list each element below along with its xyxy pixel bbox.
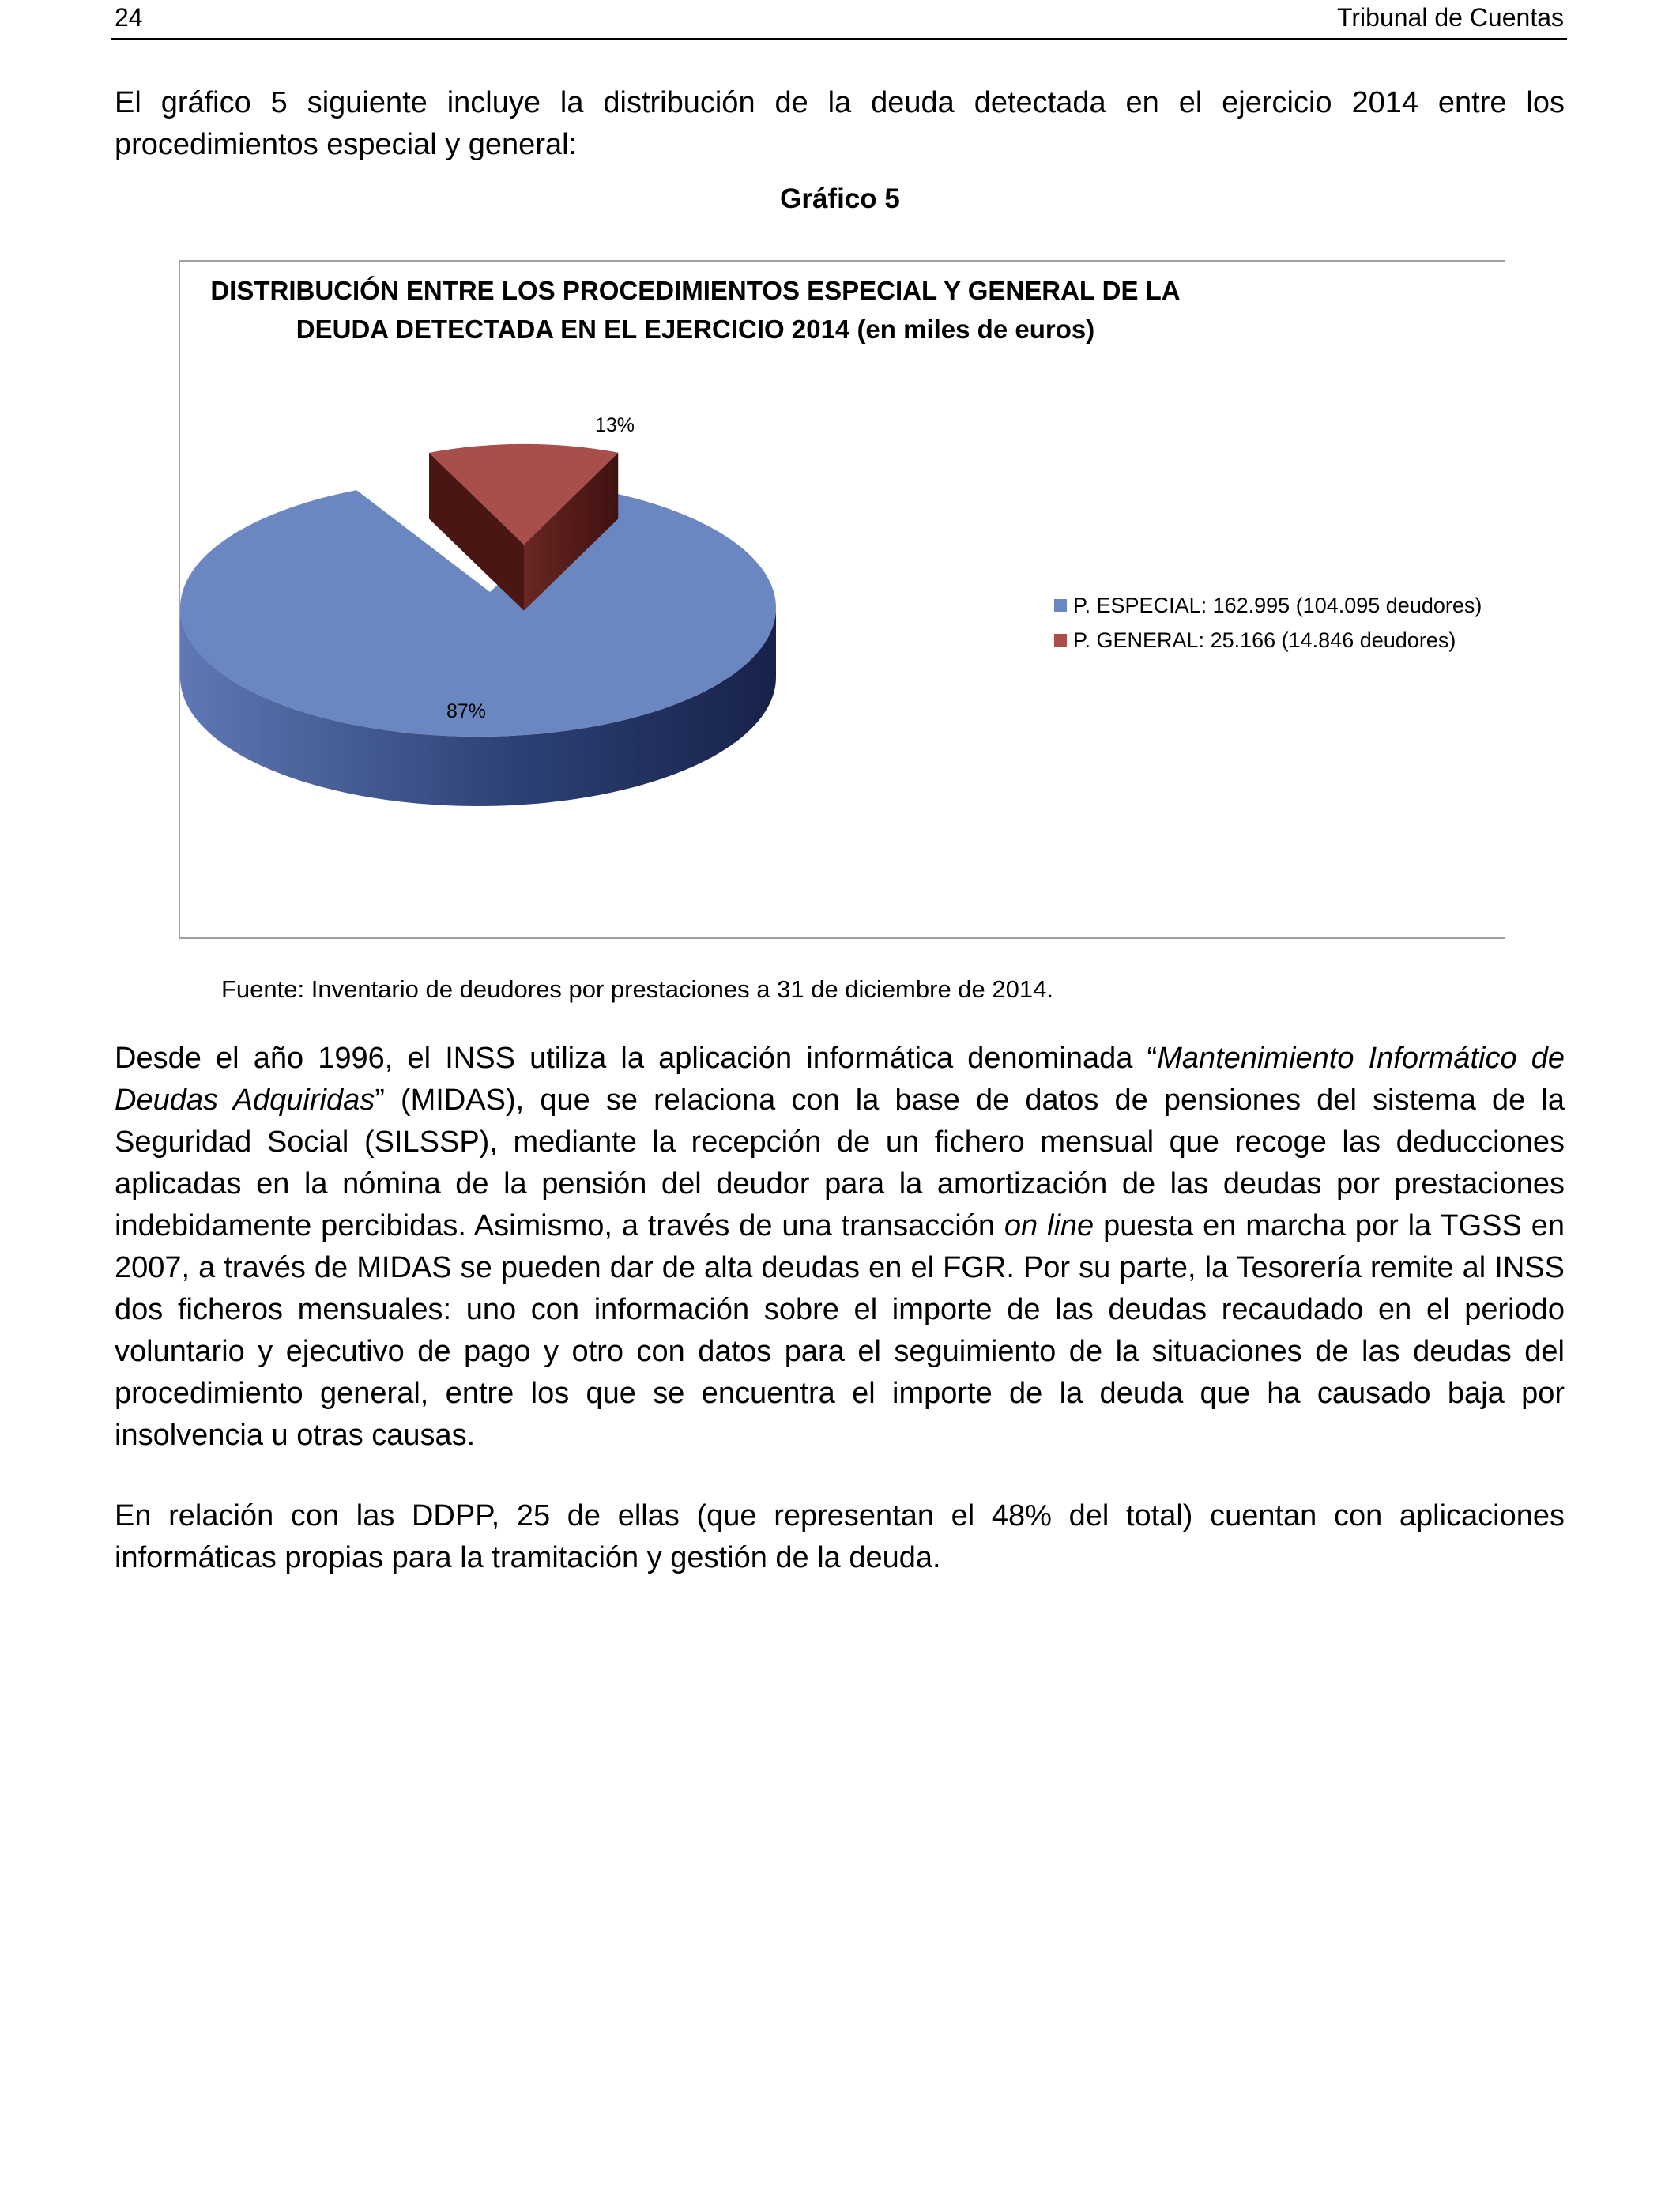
chart-title-line-2: DEUDA DETECTADA EN EL EJERCICIO 2014 (en miles de euros) [296, 315, 1095, 344]
legend-item-especial: P. ESPECIAL: 162.995 (104.095 deudores) [1073, 594, 1482, 617]
figure-label: Gráfico 5 [780, 183, 900, 214]
pie-label-general: 13% [594, 414, 635, 436]
running-title: Tribunal de Cuentas [1337, 3, 1564, 32]
page-number: 24 [115, 3, 143, 32]
legend-item-especial-swatch [1054, 599, 1067, 612]
pie-chart-svg [180, 262, 1505, 937]
legend-item-general: P. GENERAL: 25.166 (14.846 deudores) [1073, 628, 1456, 652]
body-paragraph-1 [115, 1038, 1565, 1457]
para1-part-a: Desde el año 1996, el INSS utiliza la aplicación informática denominada “ [115, 1042, 1158, 1075]
para1-italic-online: on line [1004, 1209, 1094, 1242]
para1-part-c: ” (MIDAS), que se relaciona con la base de datos de pensiones del sistema de la Seguridad Social (SILSSP), mediante la recepción de un fichero mensual que recoge las deducciones aplicadas en la nómina de la pensión del deudor para la amortización de las deudas por prestaciones indebidamente percibidas. Asimismo, a través de una transacción [115, 1084, 1565, 1242]
figure-source: Fuente: Inventario de deudores por prestaciones a 31 de diciembre de 2014. [221, 975, 1053, 1003]
pie-chart [179, 260, 1505, 939]
para1-part-e: puesta en marcha por la TGSS en 2007, a través de MIDAS se pueden dar de alta deudas en el FGR. Por su parte, la Tesorería remite al INSS dos ficheros mensuales: uno con información sobre el importe de las deudas recaudado en el periodo voluntario y ejecutivo de pago y otro con datos para el seguimiento de la situaciones de las deudas del procedimiento general, entre los que se encuentra el importe de la deuda que ha causado baja por insolvencia u otras causas. [115, 1209, 1565, 1452]
page-header [111, 0, 1567, 40]
legend-item-general-swatch [1054, 634, 1067, 647]
pie-label-especial: 87% [446, 700, 487, 722]
intro-paragraph: El gráfico 5 siguiente incluye la distribución de la deuda detectada en el ejercicio 2014 entre los procedimientos especial y general: [115, 86, 1565, 161]
body-paragraph-2: En relación con las DDPP, 25 de ellas (que representan el 48% del total) cuentan con aplicaciones informáticas propias para la tramitación y gestión de la deuda. [115, 1499, 1565, 1574]
para1-italic-title: Mantenimiento Informático de Deudas Adquiridas [115, 1042, 1565, 1117]
chart-title-line-1: DISTRIBUCIÓN ENTRE LOS PROCEDIMIENTOS ESPECIAL Y GENERAL DE LA [210, 276, 1181, 305]
